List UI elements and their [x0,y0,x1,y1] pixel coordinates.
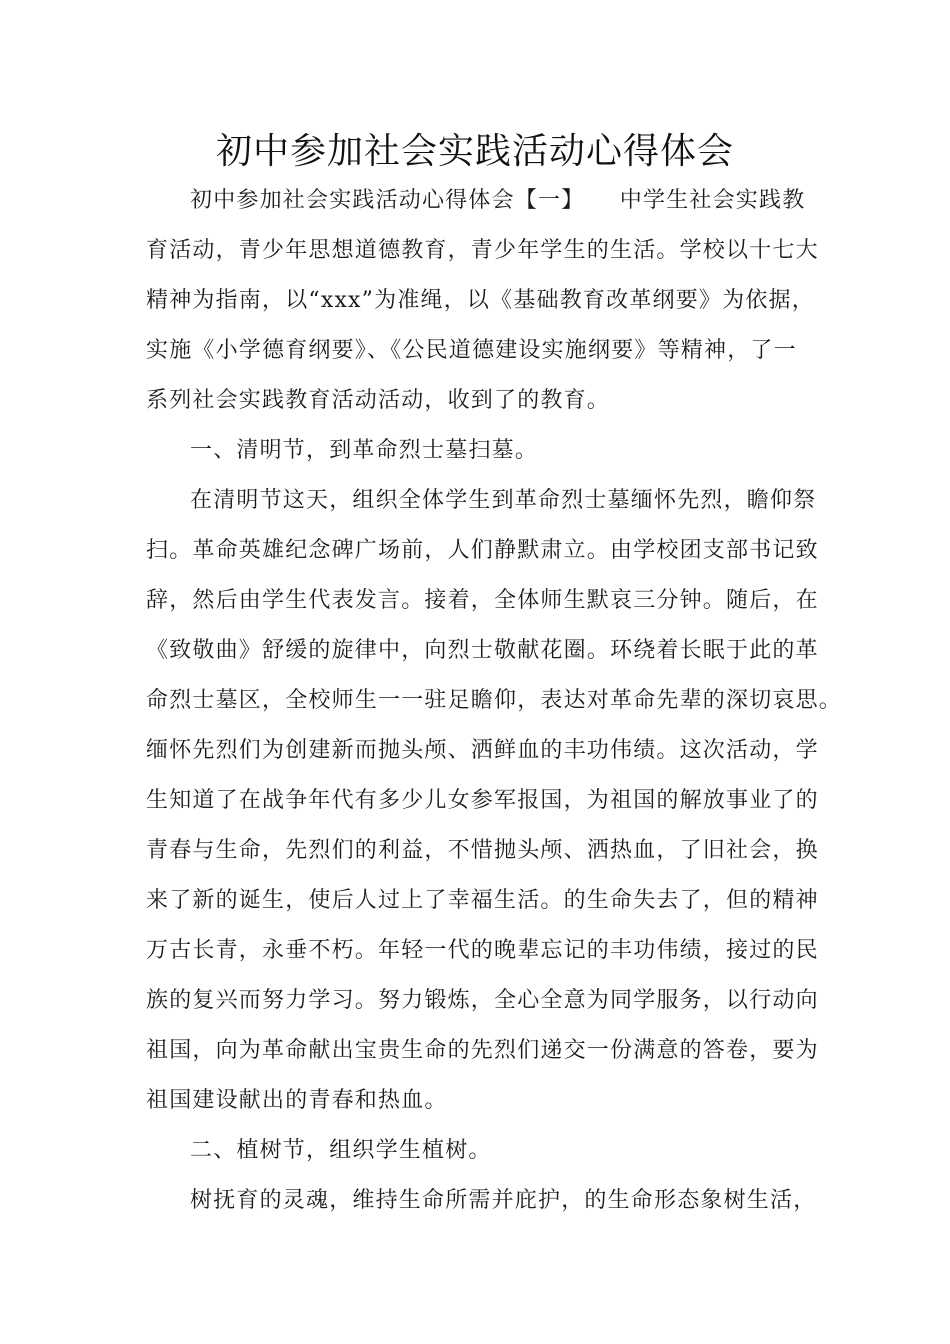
text-line: 育活动，青少年思想道德教育，青少年学生的生活。学校以十七大 [146,238,819,263]
text-line: 扫。革命英雄纪念碑广场前，人们静默肃立。由学校团支部书记致 [146,538,819,563]
text-line: 祖国建设献出的青春和热血。 [146,1088,448,1113]
text-line: 初中参加社会实践活动心得体会【一】 中学生社会实践教 [190,188,806,213]
text-line: 生知道了在战争年代有多少儿女参军报国，为祖国的解放事业了的 [146,788,819,813]
text-line: 命烈士墓区，全校师生一一驻足瞻仰，表达对革命先辈的深切哀思。 [146,688,843,713]
text-line: 系列社会实践教育活动活动，收到了的教育。 [146,388,611,413]
text-line: 在清明节这天，组织全体学生到革命烈士墓缅怀先烈，瞻仰祭 [190,488,817,513]
text-line: 精神为指南，以“xxx”为准绳，以《基础教育改革纲要》为依据， [146,288,815,313]
document-title: 初中参加社会实践活动心得体会 [215,131,734,172]
section-heading: 一、清明节，到革命烈士墓扫墓。 [190,438,539,463]
text-line: 青春与生命，先烈们的利益，不惜抛头颅、洒热血，了旧社会，换 [146,838,819,863]
text-line: 族的复兴而努力学习。努力锻炼，全心全意为同学服务，以行动向 [146,988,819,1013]
text-line: 辞，然后由学生代表发言。接着，全体师生默哀三分钟。随后，在 [146,588,819,613]
text-line: 《致敬曲》舒缓的旋律中，向烈士敬献花圈。环绕着长眠于此的革 [146,638,819,663]
text-line: 实施《小学德育纲要》、《公民道德建设实施纲要》等精神，了一 [146,338,797,363]
text-line: 万古长青，永垂不朽。年轻一代的晚辈忘记的丰功伟绩，接过的民 [146,938,819,963]
text-line: 来了新的诞生，使后人过上了幸福生活。的生命失去了，但的精神 [146,888,819,913]
section-heading: 二、植树节，组织学生植树。 [190,1138,492,1163]
text-line: 缅怀先烈们为创建新而抛头颅、洒鲜血的丰功伟绩。这次活动，学 [146,738,819,763]
text-line: 祖国，向为革命献出宝贵生命的先烈们递交一份满意的答卷，要为 [146,1038,819,1063]
text-line: 树抚育的灵魂，维持生命所需并庇护，的生命形态象树生活， [190,1188,817,1213]
